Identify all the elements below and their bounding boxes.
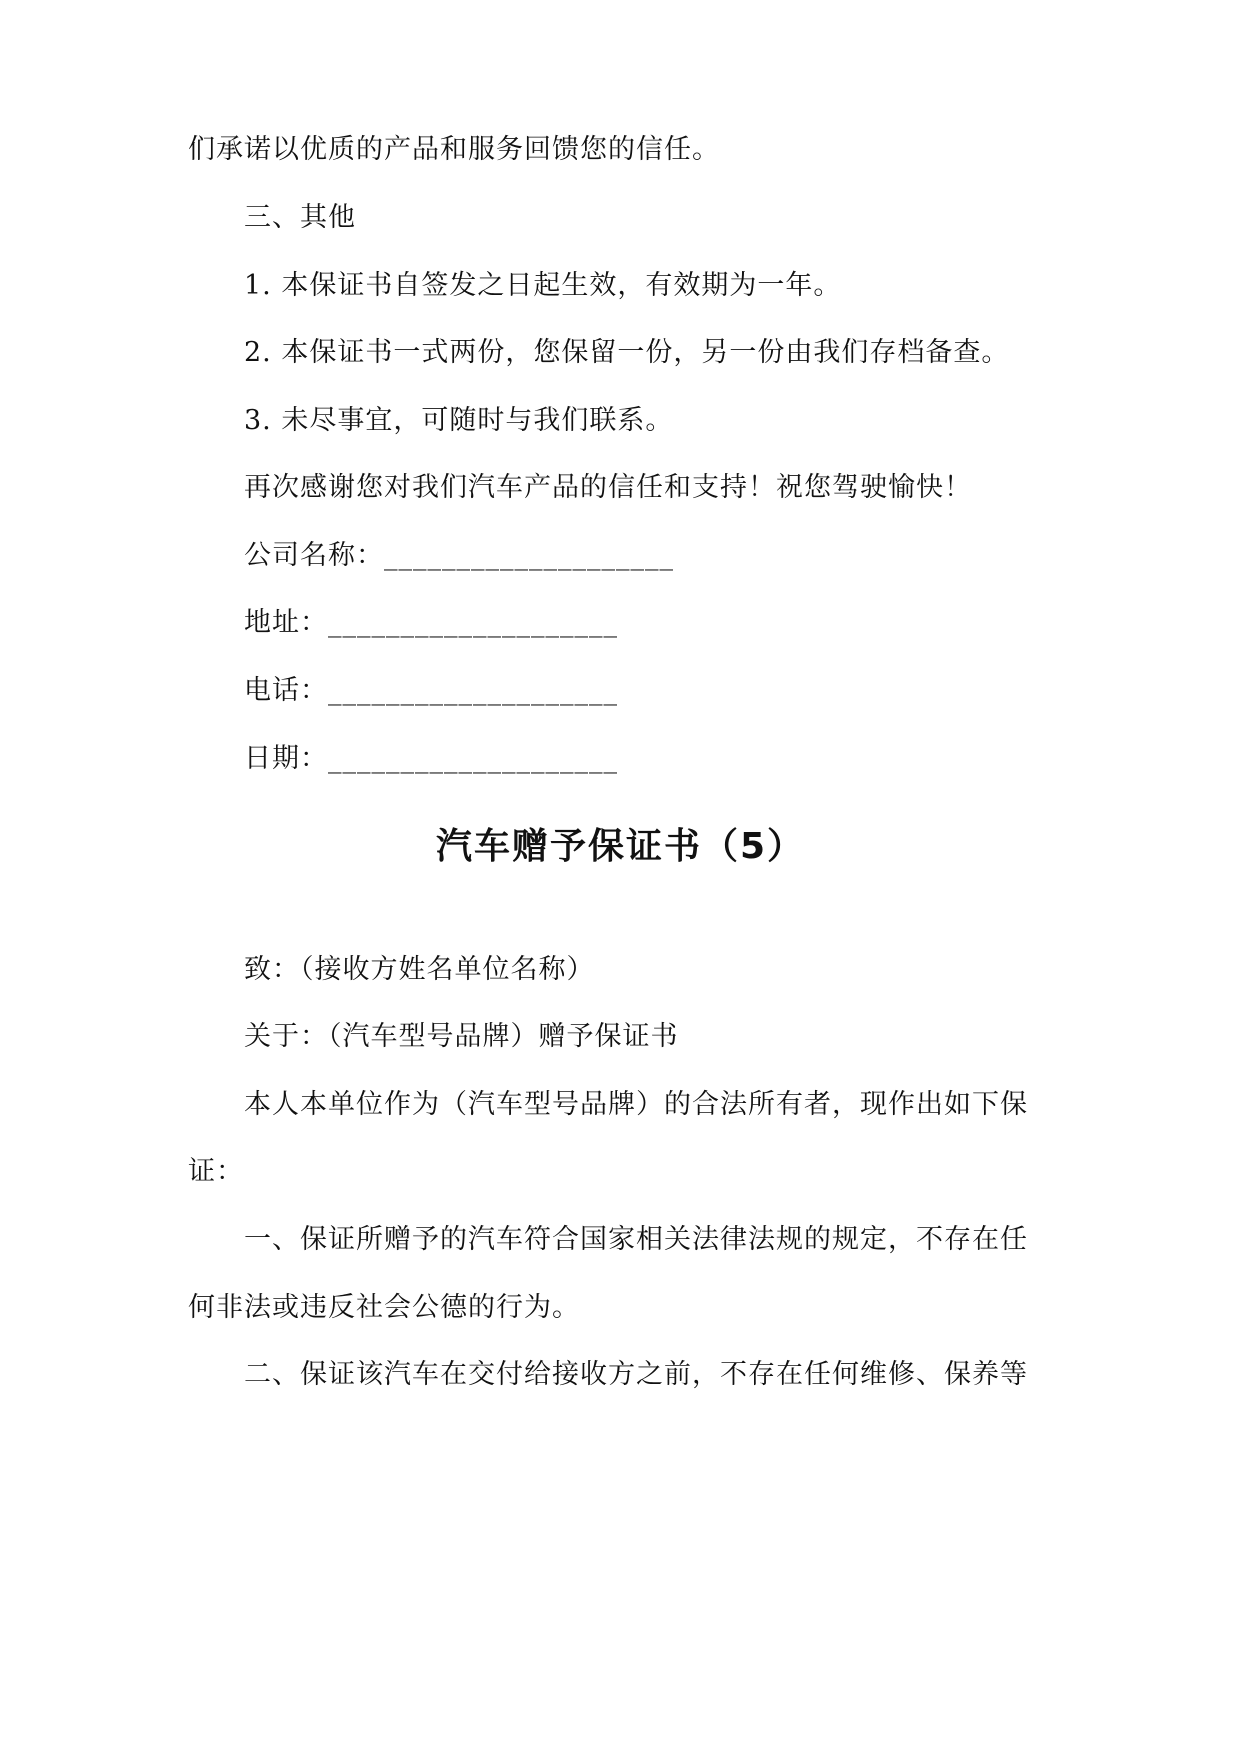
phone-field: 电话：____________________ xyxy=(244,675,618,706)
paragraph-line: 一、保证所赠予的汽车符合国家相关法律法规的规定，不存在任 xyxy=(244,1224,1028,1255)
thanks-line: 再次感谢您对我们汽车产品的信任和支持！祝您驾驶愉快！ xyxy=(244,472,972,503)
list-item: 1. 本保证书自签发之日起生效，有效期为一年。 xyxy=(244,270,842,301)
paragraph-line: 二、保证该汽车在交付给接收方之前，不存在任何维修、保养等 xyxy=(244,1359,1028,1390)
list-item: 3. 未尽事宜，可随时与我们联系。 xyxy=(244,405,674,436)
paragraph-line: 何非法或违反社会公德的行为。 xyxy=(188,1292,580,1323)
section-heading: 三、其他 xyxy=(244,202,356,233)
document-title: 汽车赠予保证书（5） xyxy=(435,826,806,867)
date-field: 日期：____________________ xyxy=(244,743,618,774)
paragraph-line: 们承诺以优质的产品和服务回馈您的信任。 xyxy=(188,134,720,165)
list-item: 2. 本保证书一式两份，您保留一份，另一份由我们存档备查。 xyxy=(244,337,1010,368)
company-name-field: 公司名称：____________________ xyxy=(244,540,674,571)
recipient-line: 致：（接收方姓名单位名称） xyxy=(244,954,595,985)
paragraph-line: 本人本单位作为（汽车型号品牌）的合法所有者，现作出如下保 xyxy=(244,1089,1028,1120)
address-field: 地址：____________________ xyxy=(244,607,618,638)
subject-line: 关于：（汽车型号品牌）赠予保证书 xyxy=(244,1021,679,1052)
paragraph-line: 证： xyxy=(188,1156,244,1187)
